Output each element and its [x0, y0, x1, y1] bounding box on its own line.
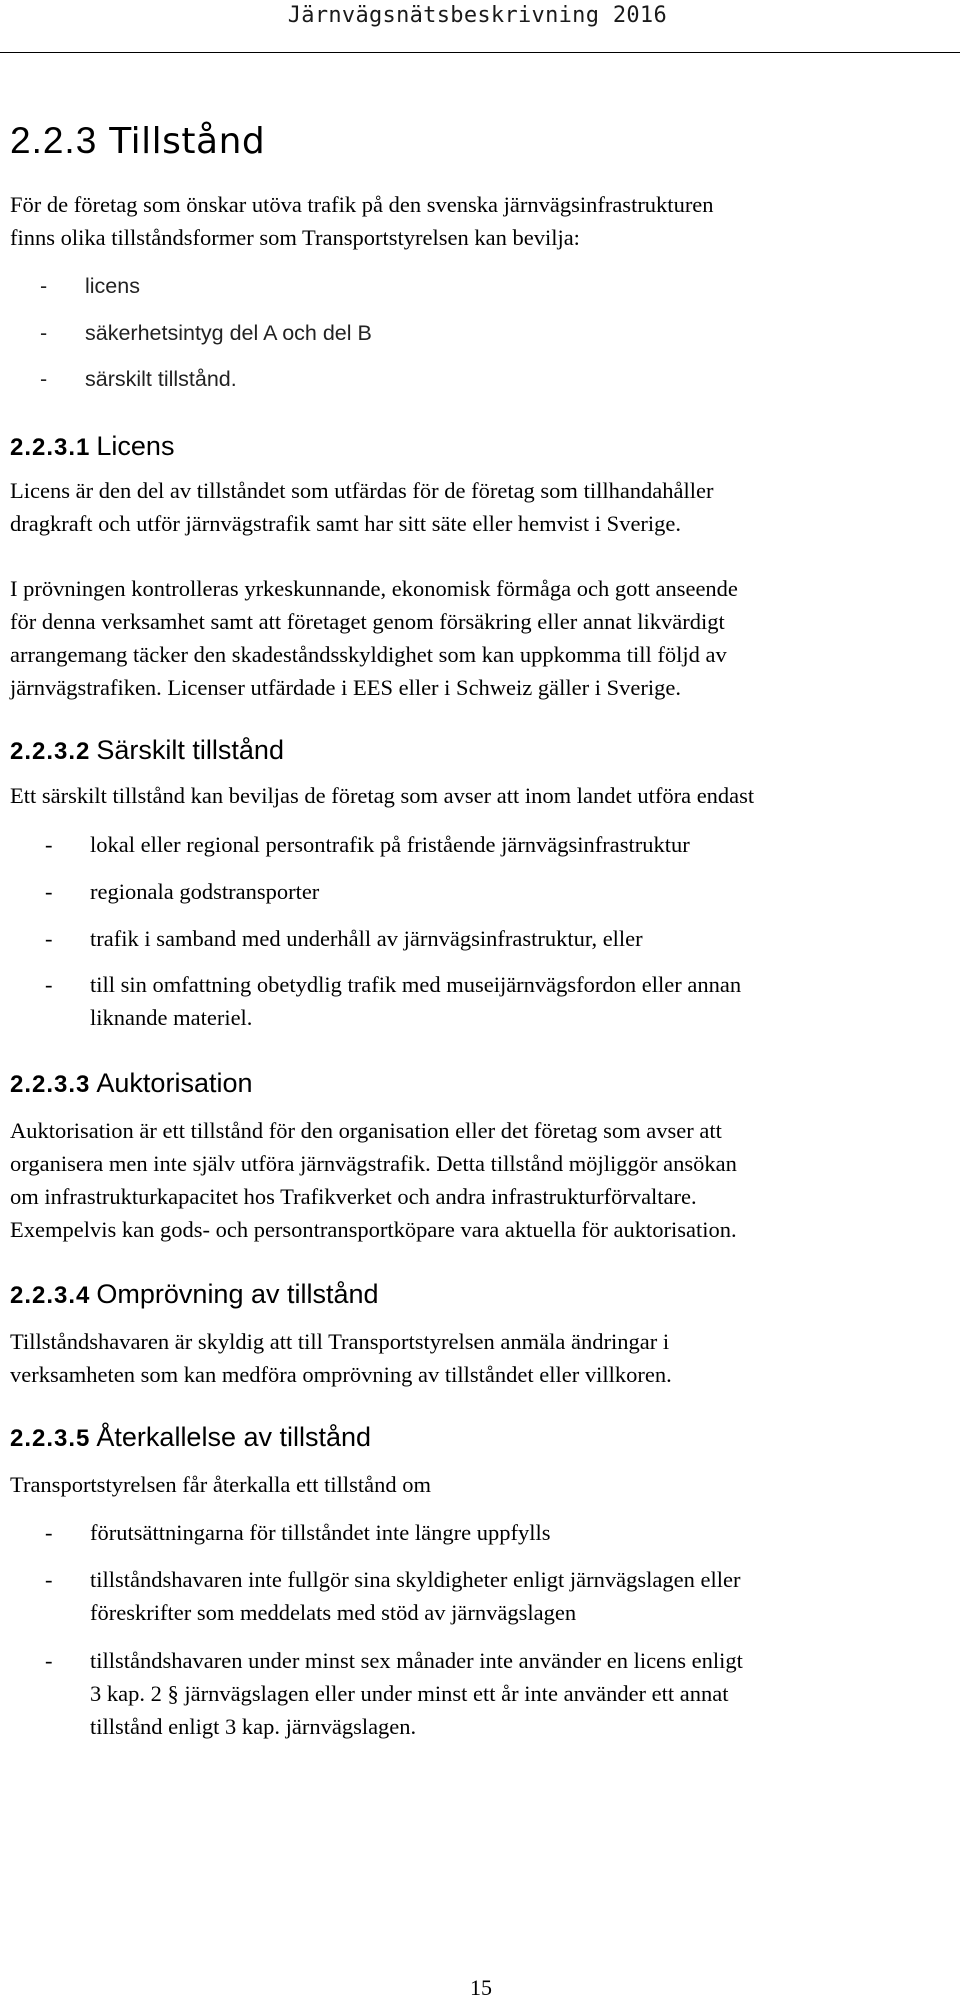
subsection-heading-licens — [10, 431, 174, 462]
section-title: Tillstånd — [109, 121, 266, 162]
list-item-text: föreskrifter som meddelats med stöd av järnvägslagen — [90, 1600, 577, 1625]
subsection-title: Licens — [96, 431, 175, 461]
subsection-heading-aterkallelse — [10, 1422, 371, 1453]
subsection-number: 2.2.3.2 — [10, 738, 91, 765]
list-item-text: 3 kap. 2 § järnvägslagen eller under minst ett år inte använder ett annat — [90, 1681, 729, 1706]
subsection-heading-sarskilt — [10, 735, 284, 766]
subsection-title: Auktorisation — [96, 1068, 253, 1098]
paragraph-line: järnvägstrafiken. Licenser utfärdade i EES eller i Schweiz gäller i Sverige. — [10, 675, 681, 700]
list-item-text: tillståndshavaren inte fullgör sina skyldigheter enligt järnvägslagen eller — [90, 1567, 741, 1592]
list-item-text: till sin omfattning obetydlig trafik med museijärnvägsfordon eller annan — [90, 972, 742, 997]
subsection-number: 2.2.3.4 — [10, 1282, 91, 1309]
section-intro-line: finns olika tillståndsformer som Transportstyrelsen kan bevilja: — [10, 225, 580, 250]
list-item-text: trafik i samband med underhåll av järnvägsinfrastruktur, eller — [90, 926, 643, 951]
list-item-text: licens — [85, 274, 140, 298]
subsection-number: 2.2.3.1 — [10, 434, 91, 461]
paragraph-line: arrangemang täcker den skadeståndsskyldighet som kan uppkomma till följd av — [10, 642, 727, 667]
paragraph-line: Tillståndshavaren är skyldig att till Transportstyrelsen anmäla ändringar i — [10, 1329, 670, 1354]
list-marker: - — [45, 832, 53, 857]
paragraph-line: Licens är den del av tillståndet som utfärdas för de företag som tillhandahåller — [10, 478, 714, 503]
subsection-title: Omprövning av tillstånd — [96, 1279, 379, 1309]
list-marker: - — [45, 1520, 53, 1545]
section-intro-line: För de företag som önskar utöva trafik på den svenska järnvägsinfrastrukturen — [10, 192, 714, 217]
list-item-text: säkerhetsintyg del A och del B — [85, 321, 372, 345]
list-marker: - — [45, 926, 53, 951]
list-item-text: regionala godstransporter — [90, 879, 320, 904]
subsection-title: Särskilt tillstånd — [96, 735, 284, 765]
paragraph-line: dragkraft och utför järnvägstrafik samt har sitt säte eller hemvist i Sverige. — [10, 511, 682, 536]
list-item-text: lokal eller regional persontrafik på fristående järnvägsinfrastruktur — [90, 832, 690, 857]
list-marker: - — [45, 1648, 53, 1673]
paragraph-line: Ett särskilt tillstånd kan beviljas de företag som avser att inom landet utföra endast — [10, 783, 755, 808]
subsection-title: Återkallelse av tillstånd — [96, 1422, 372, 1452]
list-marker: - — [40, 274, 48, 298]
running-header: Järnvägsnätsbeskrivning 2016 — [287, 3, 667, 28]
list-item-text: särskilt tillstånd. — [85, 367, 237, 391]
list-item-text: tillstånd enligt 3 kap. järnvägslagen. — [90, 1714, 417, 1739]
paragraph-line: Auktorisation är ett tillstånd för den organisation eller det företag som avser att — [10, 1118, 722, 1143]
paragraph-line: verksamheten som kan medföra omprövning av tillståndet eller villkoren. — [10, 1362, 672, 1387]
paragraph-line: organisera men inte själv utföra järnvägstrafik. Detta tillstånd möjliggör ansökan — [10, 1151, 737, 1176]
paragraph-line: I prövningen kontrolleras yrkeskunnande, ekonomisk förmåga och gott anseende — [10, 576, 738, 601]
subsection-number: 2.2.3.3 — [10, 1071, 91, 1098]
subsection-number: 2.2.3.5 — [10, 1425, 91, 1452]
list-marker: - — [45, 1567, 53, 1592]
list-marker: - — [45, 972, 53, 997]
list-marker: - — [40, 367, 48, 391]
paragraph-line: om infrastrukturkapacitet hos Trafikverket och andra infrastrukturförvaltare. — [10, 1184, 697, 1209]
list-marker: - — [45, 879, 53, 904]
subsection-heading-auktorisation — [10, 1068, 253, 1099]
list-item-text: tillståndshavaren under minst sex månader inte använder en licens enligt — [90, 1648, 743, 1673]
list-item-text: liknande materiel. — [90, 1005, 253, 1030]
section-number: 2.2.3 — [10, 120, 98, 161]
paragraph-line: Exempelvis kan gods- och persontransportköpare vara aktuella för auktorisation. — [10, 1217, 737, 1242]
list-marker: - — [40, 321, 48, 345]
header-rule — [0, 52, 960, 53]
section-heading — [10, 120, 265, 162]
paragraph-line: för denna verksamhet samt att företaget genom försäkring eller annat likvärdigt — [10, 609, 725, 634]
list-item-text: förutsättningarna för tillståndet inte längre uppfylls — [90, 1520, 551, 1545]
page-number: 15 — [470, 1975, 492, 2000]
paragraph-line: Transportstyrelsen får återkalla ett tillstånd om — [10, 1472, 431, 1497]
subsection-heading-omprovning — [10, 1279, 379, 1310]
